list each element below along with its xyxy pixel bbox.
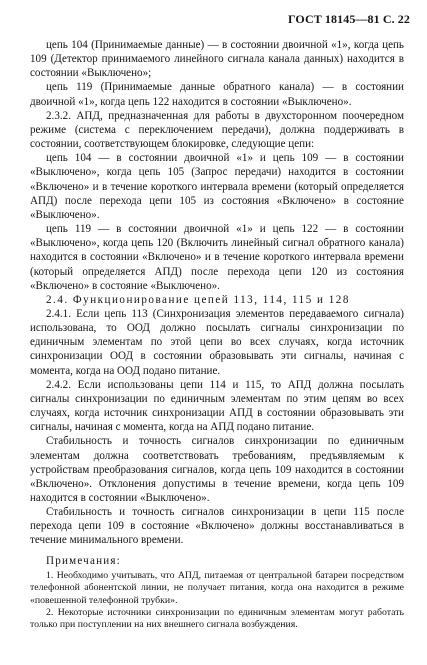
paragraph-circuit-119-122: цепь 119 — в состоянии двоичной «1» и цепь 122 — в состоянии «Выключено», когда цепь 120 (Включить линейный сигнал обратного канала) находится в состоянии «Включено» и в течение короткого интервала времени (который определяется АПД) после перехода цепи 120 из состояния «Включено» в состояние «Выключено». bbox=[30, 223, 404, 292]
paragraph-circuit-119: цепь 119 (Принимаемые данные обратного канала) — в состоянии двоичной «1», когда цепь 122 находится в состоянии «Выключено». bbox=[30, 81, 404, 108]
note-1: 1. Необходимо учитывать, что АПД, питаемая от центральной батареи посредством телефонной абонентской линии, не получает питания, когда она находится в режиме «повешенной телефонной трубки». bbox=[30, 569, 404, 606]
paragraph-circuit-104-109: цепь 104 — в состоянии двоичной «1» и цепь 109 — в состоянии «Выключено», когда цепь 105 (Запрос передачи) находится в состоянии «Включено» и в течение короткого интервала времени (который определяется АПД) после перехода цепи 105 из состояния «Включено» в состояние «Выключено». bbox=[30, 152, 404, 221]
paragraph-stability-109: Стабильность и точность сигналов синхронизации по единичным элементам должна соответствовать требованиям, предъявляемым к устройствам преобразования сигналов, когда цепь 109 находится в состоянии «Включено». Отклонения допустимы в течение времени, когда цепь 109 находится в состоянии «Выключено». bbox=[30, 435, 404, 504]
paragraph-2-4-2: 2.4.2. Если использованы цепи 114 и 115, то АПД должна посылать сигналы синхронизации по единичным элементам по этим цепям во всех случаях, когда источник синхронизации АПД в состоянии образовывать эти сигналы, начиная с момента, когда на АПД подано питание. bbox=[30, 378, 404, 434]
paragraph-2-3-2: 2.3.2. АПД, предназначенная для работы в двухсторонном поочередном режиме (система с переключением передачи), должна поддерживать в состоянии, соответствующем блокировке, следующие цепи: bbox=[30, 109, 404, 151]
note-2: 2. Некоторые источники синхронизации по единичным элементам могут работать только при поступлении на них внешнего сигнала возбуждения. bbox=[30, 607, 404, 631]
notes-heading: Примечания: bbox=[46, 554, 121, 567]
page-header: ГОСТ 18145—81 С. 22 bbox=[287, 12, 410, 26]
document-body bbox=[30, 38, 404, 632]
paragraph-stability-115: Стабильность и точность сигналов синхронизации в цепи 115 после перехода цепи 109 в состояние «Включено» должны восстанавливаться в течение минимального времени. bbox=[30, 506, 404, 547]
section-heading-2-4: 2.4. Функционирование цепей 113, 114, 115 и 128 bbox=[46, 293, 350, 306]
paragraph-2-4-1: 2.4.1. Если цепь 113 (Синхронизация элементов передаваемого сигнала) использована, то ООД должно посылать сигналы синхронизации по единичным элементам по этой цепи во всех случаях, когда источник синхронизации ООД в состоянии образовывать эти сигналы, начиная с момента, когда на ООД подано питание. bbox=[30, 307, 404, 377]
paragraph-circuit-104: цепь 104 (Принимаемые данные) — в состоянии двоичной «1», когда цепь 109 (Детектор принимаемого линейного сигнала канала данных) находится в состоянии «Выключено»; bbox=[30, 39, 404, 80]
